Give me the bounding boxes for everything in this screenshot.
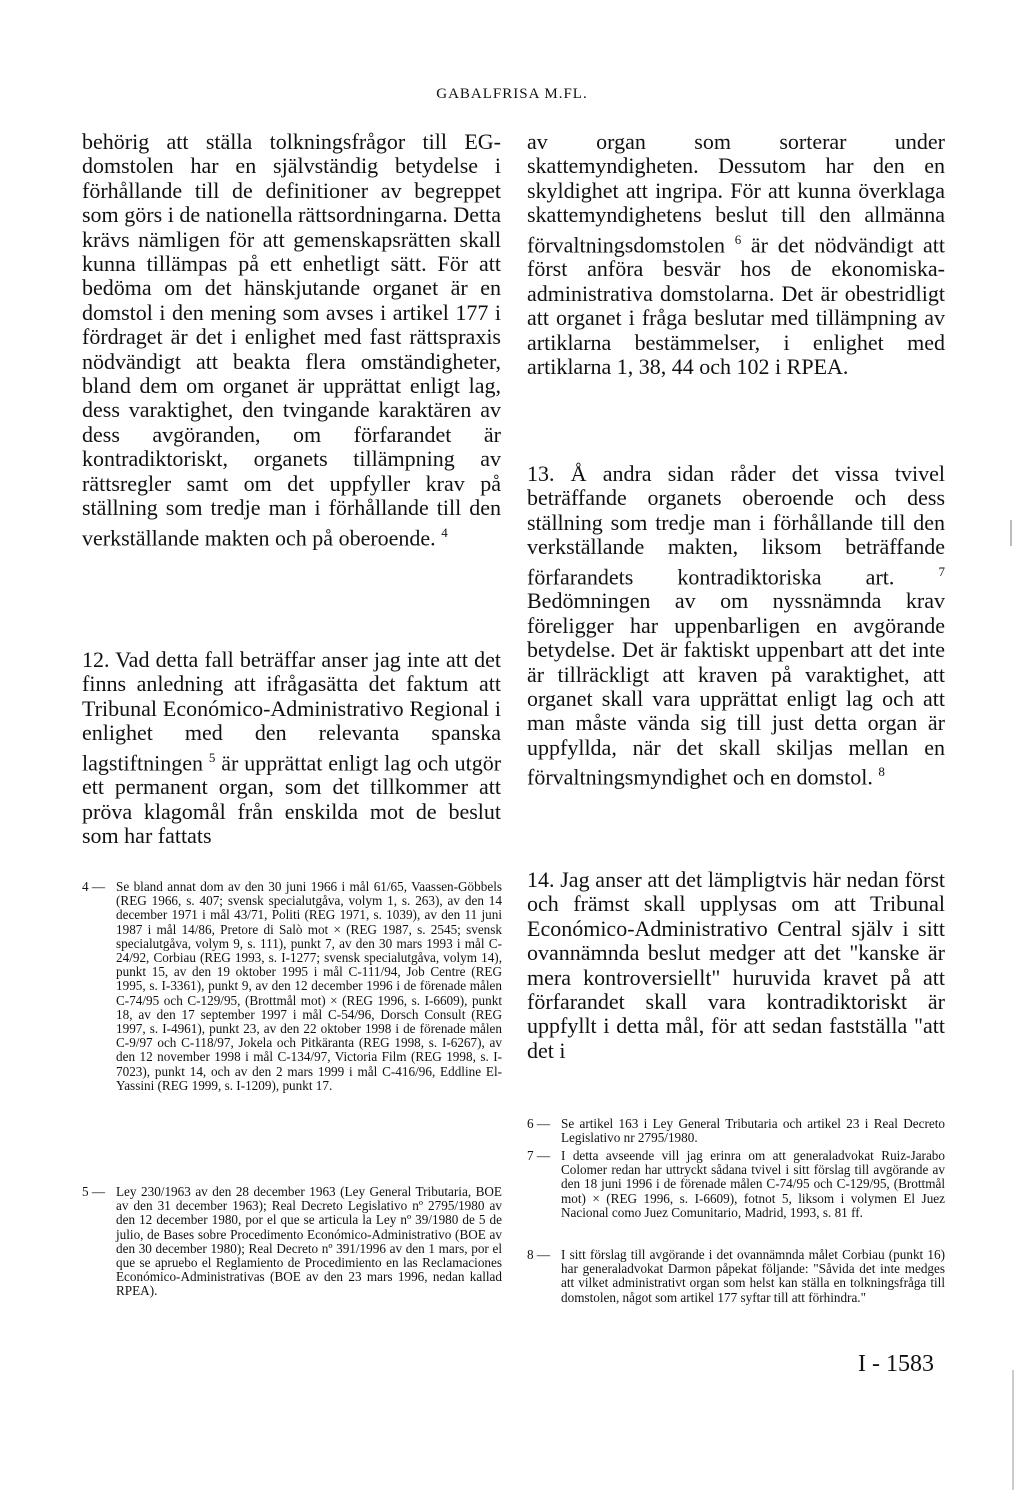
paragraph-11-continued: behörig att ställa tolkningsfrågor till EG-domstolen har en självständig betydelse i förhållande till de definitioner av begreppet som görs i de nationella rättsordningarna. Detta krävs nämligen för att gemenskapsrätten skall kunna tillämpas på ett enhetligt sätt. För att bedöma om det hänskjutande organet är en domstol i den mening som avses i artikel 177 i fördraget är det i enlighet med fast rättspraxis nödvändigt att beakta flera omständigheter, bland dem om organet är upprättat enligt lag, dess varaktighet, den tvingande karaktären av dess avgöranden, om förfarandet är kontradiktoriskt, organets tillämpning av rättsregler samt om det uppfyller krav på ställning som tredje man i förhållande till den verkställande makten och på oberoende. $^4$ [82,129,501,550]
footnote-7 [527,1149,945,1220]
left-column-para12 [82,648,501,849]
footnote-number: 7 — [527,1148,551,1163]
footnote-ref: 4 [441,524,448,540]
scan-margin-mark [1012,1370,1014,1490]
footnote-number: 6 — [527,1116,551,1131]
footnote-number: 5 — [82,1184,106,1199]
footnote-4 [82,880,502,1093]
footnote-text: I detta avseende vill jag erinra om att generaladvokat Ruiz-Jarabo Colomer redan har uttryckt sådana tvivel i sitt förslag till avgörande av den 18 juni 1996 i de förenade målen C-74/95 och C-129/95, (Brottmål mot) × (REG 1996, s. I-6609), fotnot 5, liksom i volymen El Juez Nacional como Juez Comunitario, Madrid, 1993, s. 81 ff. [561,1148,945,1220]
footnote-number: 4 — [82,879,106,894]
left-column-top [82,130,501,550]
page-number: I - 1583 [858,1351,934,1377]
running-header: GABALFRISA M.FL. [436,86,588,102]
footnote-text: Se artikel 163 i Ley General Tributaria och artikel 23 i Real Decreto Legislativo nr 2795/1980. [561,1116,945,1146]
paragraph-14: 14. Jag anser att det lämpligtvis här nedan först och främst skall upplysas om att Tribunal Económico-Administrativo Central själv i sitt ovannämnda beslut medger att det "kanske är mera kontroversiellt" huruvida kravet på att förfarandet skall vara kontradiktoriskt är uppfyllt i detta mål, för att sedan fastställa "att det i [527,867,945,1063]
paragraph-12: 12. Vad detta fall beträffar anser jag inte att det finns anledning att ifrågasätta det faktum att Tribunal Económico-Administrativo Regional i enlighet med den relevanta spanska lagstiftningen $^5$ är upprättat enligt lag och utgör ett permanent organ, som det tillkommer att pröva klagomål från enskilda mot de beslut som har fattats [82,647,502,849]
footnote-text: Ley 230/1963 av den 28 december 1963 (Ley General Tributaria, BOE av den 31 december 1963); Real Decreto Legislativo nº 2795/1980 av den 12 december 1980, por el que se articula la Ley nº 39/1980 de 5 de julio, de Bases sobre Procedimento Económico-Administrativo (BOE av den 30 december 1980); Real Decreto nº 391/1996 av den 1 mars, por el que se apruebo el Reglamiento de Procedimiento en las Reclamaciones Económico-Administrativas (BOE av den 23 mars 1996, nedan kallad RPEA). [116,1184,502,1299]
footnote-text: Se bland annat dom av den 30 juni 1966 i mål 61/65, Vaassen-Göbbels (REG 1966, s. 407; svensk specialutgåva, volym 1, s. 263), av den 14 december 1971 i mål 43/71, Politi (REG 1971, s. 1039), av den 11 juni 1987 i mål 14/86, Pretore di Salò mot × (REG 1987, s. 2545; svensk specialutgåva, volym 9, s. 111), punkt 7, av den 30 mars 1993 i mål C-24/92, Corbiau (REG 1993, s. I-1277; svensk specialutgåva, volym 14), punkt 15, av den 19 oktober 1995 i mål C-111/94, Job Centre (REG 1995, s. I-3361), punkt 9, av den 12 december 1996 i de förenade målen C-74/95 och C-129/95, (Brottmål mot) × (REG 1996, s. I-6609), punkt 18, av den 17 september 1997 i mål C-54/96, Dorsch Consult (REG 1997, s. I-4961), punkt 23, av den 22 oktober 1998 i de förenade målen C-9/97 och C-118/97, Jokela och Pitkäranta (REG 1998, s. I-6267), av den 12 november 1998 i mål C-134/97, Victoria Film (REG 1998, s. I-7023), punkt 14, och av den 2 mars 1999 i mål C-416/96, Eddline El-Yassini (REG 1999, s. I-1209), punkt 17. [116,879,502,1093]
footnote-6 [527,1117,945,1145]
footnote-ref: 5 [208,749,216,765]
footnote-ref: 8 [878,764,885,780]
footnote-ref: 6 [734,231,742,247]
right-column-top [527,130,945,379]
right-column-para14 [527,868,945,1063]
paragraph-12-continued: av organ som sorterar under skattemyndigheten. Dessutom har den en skyldighet att ingripa. För att kunna överklaga skattemyndighetens beslut till den allmänna förvaltningsdomstolen $^6$ är det nödvändigt att först anföra besvär hos de ekonomiska-administrativa domstolarna. Det är obestridligt att organet i fråga beslutar med tillämpning av artiklarna bestämmelser, i enlighet med artiklarna 1, 38, 44 och 102 i RPEA. [527,129,946,379]
footnote-text: I sitt förslag till avgörande i det ovannämnda målet Corbiau (punkt 16) har generaladvokat Darmon påpekat följande: "Såvida det inte medges att vilket administrativt organ som helst kan ställa en tolkningsfråga till domstolen, något som artikel 177 syftar till att förhindra." [561,1247,945,1305]
right-column-para13 [527,462,945,790]
footnote-number: 8 — [527,1247,551,1262]
footnote-5 [82,1185,502,1299]
footnote-ref: 7 [938,563,945,579]
paragraph-13: 13. Å andra sidan råder det vissa tvivel beträffande organets oberoende och dess ställning som tredje man i förhållande till den verkställande makten, liksom beträffande förfarandets kontradiktoriska art. $^7$ Bedömningen av om nyssnämnda krav föreligger har uppenbarligen en avgörande betydelse. Det är faktiskt uppenbart att det inte är tillräckligt att kraven på varaktighet, att organet skall vara upprättat enligt lag och att man måste vända sig till just detta organ är uppfyllda, när det skall skiljas mellan en förvaltningsmyndighet och en domstol. $^8$ [527,461,945,790]
scan-margin-mark [1010,520,1012,546]
footnote-8 [527,1248,945,1305]
